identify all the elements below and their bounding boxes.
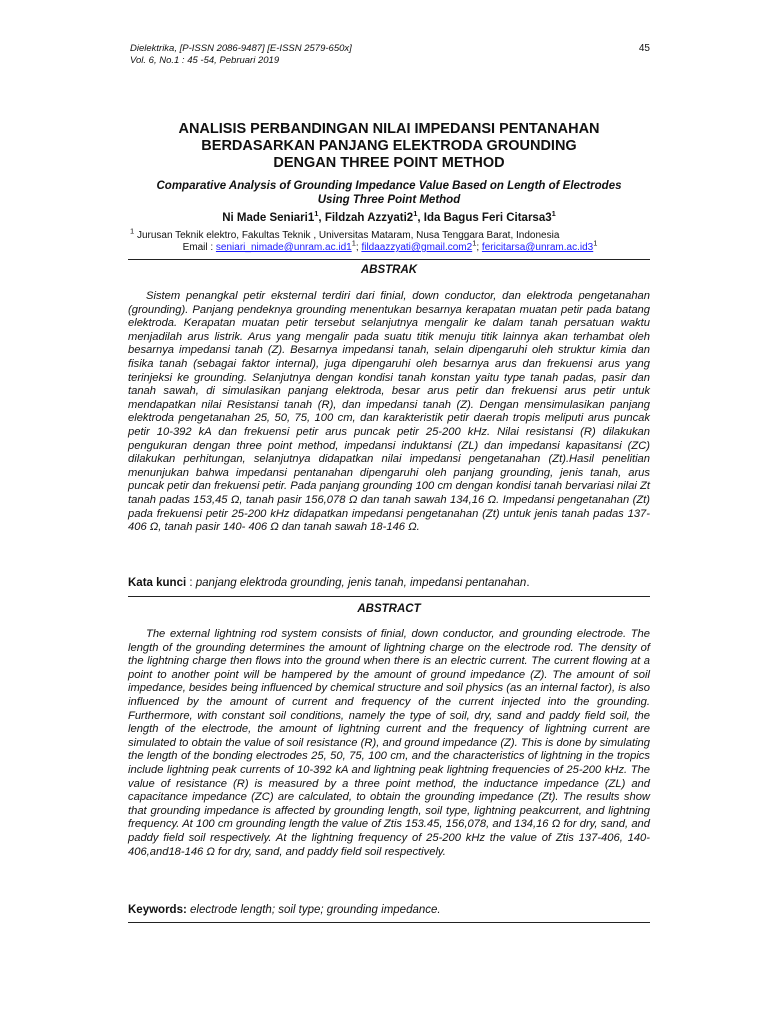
affiliation — [130, 226, 650, 242]
title-line: DENGAN THREE POINT METHOD — [273, 155, 505, 171]
affiliation-mark: 1 — [130, 226, 135, 236]
author-separator: , — [417, 212, 424, 224]
abstract-keywords — [128, 904, 650, 916]
title-line: ANALISIS PERBANDINGAN NILAI IMPEDANSI PENTANAHAN — [178, 121, 600, 137]
author-name: Fildzah Azzyati2 — [324, 212, 414, 224]
affiliation-text: Jurusan Teknik elektro, Fakultas Teknik , Universitas Mataram, Nusa Tenggara Barat, Indonesia — [134, 230, 560, 241]
email-link[interactable]: fericitarsa@unram.ac.id3 — [481, 242, 594, 253]
author-name: Ni Made Seniari1 — [222, 212, 315, 224]
email-mark: 1 — [351, 238, 356, 248]
keywords-separator: : — [186, 577, 196, 589]
keywords-label: Keywords: — [128, 904, 187, 916]
email-mark: 1 — [593, 238, 598, 248]
author-affil-mark: 1 — [413, 209, 418, 219]
section-divider — [128, 596, 650, 597]
abstrak-body: Sistem penangkal petir eksternal terdiri dari finial, down conductor, dan elektroda pengetanahan (grounding). Panjang pendeknya grounding menentukan besarnya kerapatan muatan petir pada batang elektroda. Kerapatan muatan petir tersebut selanjutnya mengalir ke dalam tanah persatuan waktu menjadilah arus listrik. Arus yang mengalir pada suatu titik menuju titik lainnya akan terhambat oleh besarnya impedansi tanah (Z). Besarnya impedansi tanah, selain dipengaruhi oleh struktur kimia dan fisika tanah (sebagai faktor internal), juga dipengaruhi oleh besarnya arus dan frekuensi arus yang terinjeksi ke grounding. Selanjutnya dengan kondisi tanah konstan yaitu type tanah padas, pasir dan tanah sawah, di simulasikan panjang elektroda, besar arus petir dan frekuensi arus petir untuk mendapatkan nilai Resistansi tanah (R), dan impedansi tanah (Z). Dengan mensimulasikan panjang elektroda pengetanahan 25, 50, 75, 100 cm, dan karakteristik petir daerah tropis meliputi arus puncak petir 10-392 kA dan frekuensi petir arus puncak petir 25-200 kHz. Nilai resistansi (R) dilakukan pengukuran dengan three point method, impedansi induktansi (ZL) dan impedansi kapasitansi (ZC) dilakukan perhitungan, selanjutnya didapatkan nilai impedansi pengetanahan (Zt).Hasil penelitian menunjukan bahwa impedansi pentanahan dipengaruhi oleh panjang grounding, jenis tanah, arus puncak petir dan frekuensi petir. Pada panjang grounding 100 cm dengan kondisi tanah bervariasi nilai Zt tanah padas 153,45 Ω, tanah pasir 156,078 Ω dan tanah sawah 134,16 Ω. Impedansi pengetanahan (Zt) pada frekuensi petir 25-200 kHz didapatkan impedansi pengetanahan (Zt) untuk jenis tanah padas 137-406 Ω, tanah pasir 140- 406 Ω dan tanah sawah 18-146 Ω. — [128, 290, 650, 534]
volume-line: Vol. 6, No.1 : 45 -54, Pebruari 2019 — [130, 55, 280, 66]
abstract-heading: ABSTRACT — [357, 603, 421, 615]
keywords-label: Kata kunci — [128, 577, 187, 589]
author-name: Ida Bagus Feri Citarsa3 — [423, 212, 552, 224]
running-head — [130, 43, 352, 67]
email-line — [130, 238, 650, 254]
email-separator: ; — [476, 242, 482, 253]
email-separator: ; — [355, 242, 362, 253]
paper-subtitle — [126, 179, 652, 207]
email-label: Email : — [182, 242, 216, 253]
keywords-end: . — [526, 577, 530, 589]
paper-title — [126, 121, 652, 172]
email-link[interactable]: fildaazzyati@gmail.com2 — [361, 242, 473, 253]
keywords-text: electrode length; soil type; grounding impedance. — [186, 904, 441, 916]
email-mark: 1 — [472, 238, 477, 248]
author-affil-mark: 1 — [551, 209, 556, 219]
author-affil-mark: 1 — [314, 209, 319, 219]
page-number: 45 — [638, 43, 650, 54]
author-separator: , — [318, 212, 325, 224]
journal-line: Dielektrika, [P-ISSN 2086-9487] [E-ISSN 2579-650x] — [130, 43, 352, 54]
abstrak-heading: ABSTRAK — [360, 264, 418, 276]
abstract-body: The external lightning rod system consists of finial, down conductor, and grounding electrode. The length of the grounding determines the amount of lightning charge on the electrode rod. The density of the lightning charge then flows into the ground when there is an electric current. The current flowing at a point to another point will be hampered by the amount of ground impedance (Z). The amount of soil impedance, besides being influenced by chemical structure and soil physics (as an internal factor), is also influenced by the amount of current and frequency of the current injected into the grounding. Furthermore, with constant soil conditions, namely the type of soil, dry, sand and paddy field soil, the length of the electrode, the amount of lightning current and the frequency of lightning current are simulated to obtain the value of soil resistance (R), and ground impedance (Z). This is done by simulating the length of the bonding electrodes 25, 50, 75, 100 cm, and the characteristics of lightning in the tropics include lightning peak currents of 10-392 kA and lightning peak lightning frequencies of 25-200 kHz. The value of resistance (R) is measured by a three point method, the inductance impedance (ZL) and capacitance impedance (ZC) are calculated, to obtain the grounding impedance (Zt). The results show that grounding impedance is affected by grounding length, soil type, lightning peakcurrent, and lightning frequency. At 100 cm grounding length the value of Ztis 153.45, 156,078, and 134,16 Ω for dry, sand, and paddy field soil respectively. At the lightning frequency of 25-200 kHz the value of Ztis 137-406, 140-406,and18-146 Ω for dry, sand, and paddy field soil respectively. — [128, 628, 650, 858]
section-divider — [128, 922, 650, 923]
subtitle-line: Using Three Point Method — [317, 194, 461, 206]
keywords-text: panjang elektroda grounding, jenis tanah, impedansi pentanahan — [195, 577, 527, 589]
email-link[interactable]: seniari_nimade@unram.ac.id1 — [215, 242, 352, 253]
abstrak-keywords — [128, 577, 650, 589]
title-line: BERDASARKAN PANJANG ELEKTRODA GROUNDING — [201, 138, 577, 154]
author-list — [126, 209, 652, 224]
subtitle-line: Comparative Analysis of Grounding Impedance Value Based on Length of Electrodes — [156, 180, 622, 192]
section-divider — [128, 259, 650, 260]
